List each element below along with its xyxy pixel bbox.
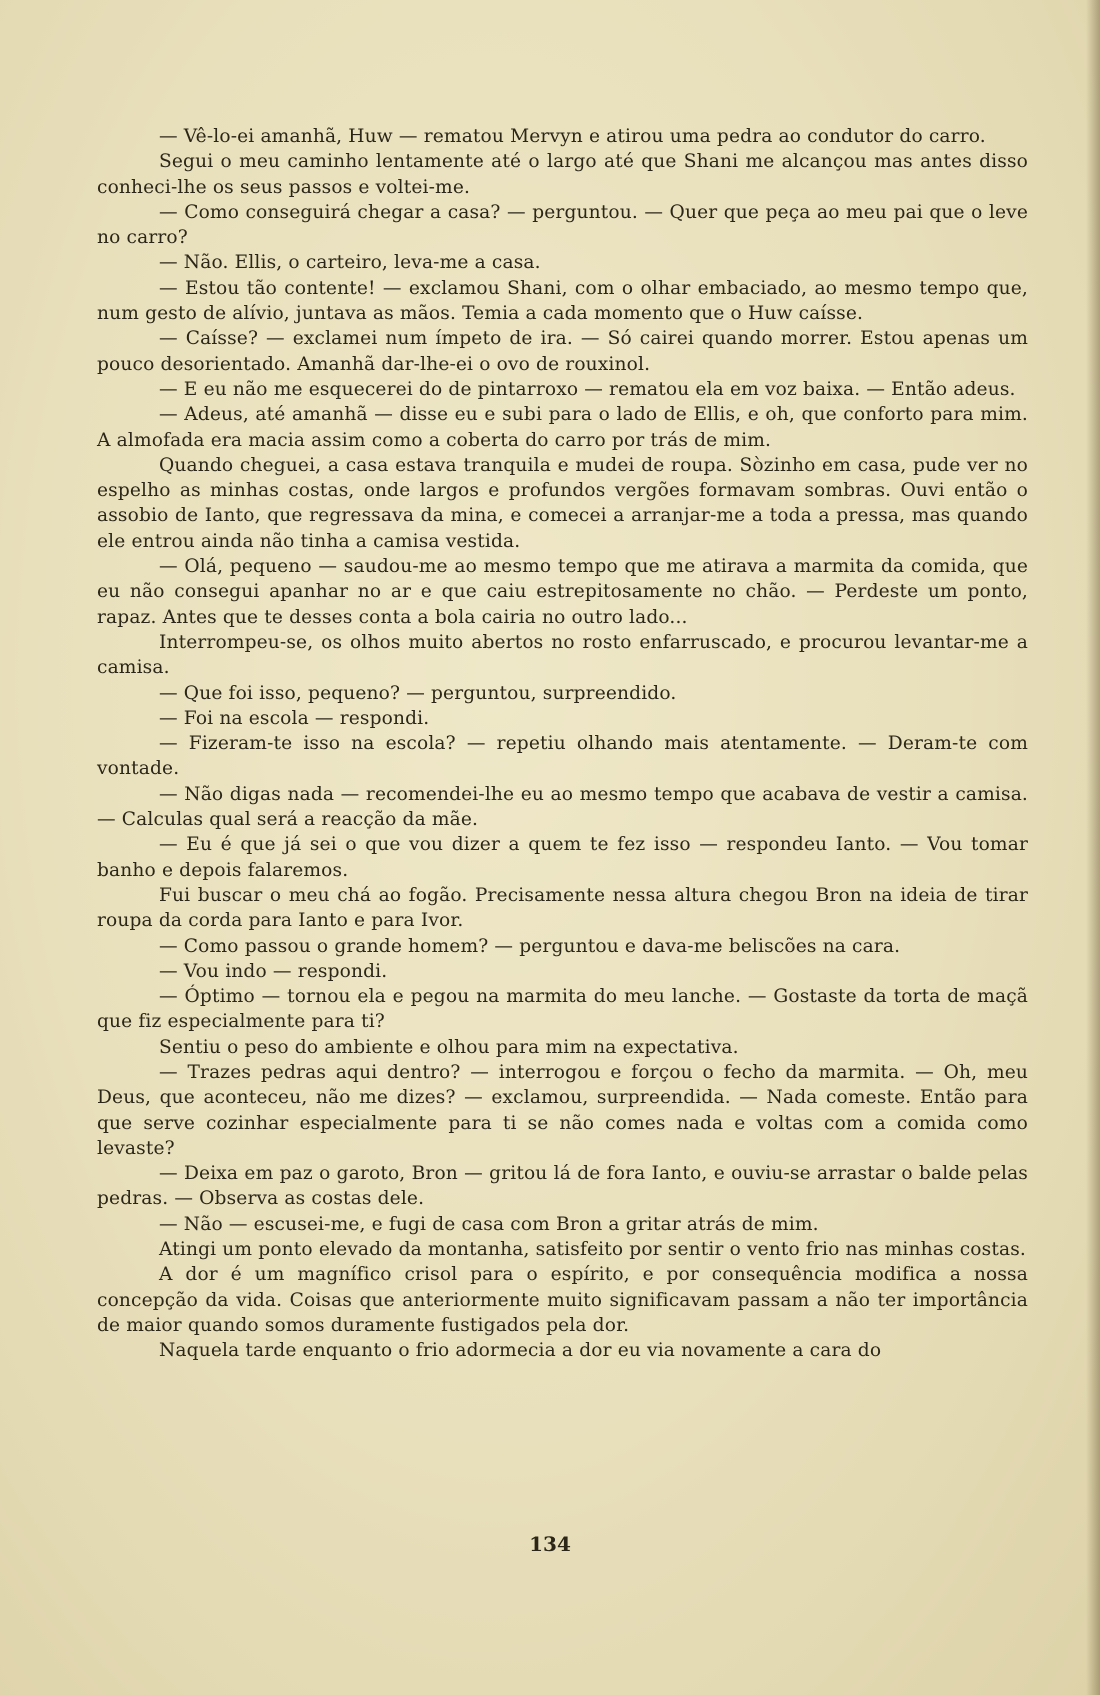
paragraph: Fui buscar o meu chá ao fogão. Precisamente nessa altura chegou Bron na ideia de tirar roupa da corda para Ianto e para Ivor.: [97, 884, 1028, 932]
paragraph: — Foi na escola — respondi.: [159, 707, 430, 729]
paragraph: — E eu não me esquecerei do de pintarroxo — rematou ela em voz baixa. — Então adeus.: [159, 378, 1016, 400]
paragraph: Naquela tarde enquanto o frio adormecia a dor eu via novamente a cara do: [159, 1340, 882, 1362]
paragraph: — Como passou o grande homem? — perguntou e dava-me beliscões na cara.: [159, 935, 901, 957]
paragraph: — Como conseguirá chegar a casa? — perguntou. — Quer que peça ao meu pai que o leve no carro?: [97, 201, 1028, 249]
paragraph: — Que foi isso, pequeno? — perguntou, surpreendido.: [159, 682, 677, 704]
paragraph: — Trazes pedras aqui dentro? — interrogou e forçou o fecho da marmita. — Oh, meu Deus, que aconteceu, não me dizes? — exclamou, surpreendida. — Nada comeste. Então para que serve cozinhar especialmente para ti se não comes nada e voltas com a comida como levaste?: [97, 1061, 1028, 1159]
page-edge-shadow: [1086, 0, 1100, 1695]
paragraph: — Deixa em paz o garoto, Bron — gritou lá de fora Ianto, e ouviu-se arrastar o balde pelas pedras. — Observa as costas dele.: [97, 1163, 1028, 1210]
paragraph: — Vou indo — respondi.: [159, 960, 388, 982]
paragraph: — Vê-lo-ei amanhã, Huw — rematou Mervyn e atirou uma pedra ao condutor do carro.: [159, 126, 986, 147]
paragraph: Segui o meu caminho lentamente até o largo até que Shani me alcançou mas antes disso conheci-lhe os seus passos e voltei-me.: [97, 151, 1028, 198]
paragraph: — Óptimo — tornou ela e pegou na marmita do meu lanche. — Gostaste da torta de maçã que fiz especialmente para ti?: [97, 986, 1028, 1033]
paragraph: Sentiu o peso do ambiente e olhou para mim na expectativa.: [159, 1036, 739, 1058]
page-number: 134: [529, 1532, 571, 1556]
paragraph: — Não — escusei-me, e fugi de casa com Bron a gritar atrás de mim.: [159, 1213, 819, 1235]
paragraph: — Caísse? — exclamei num ímpeto de ira. — Só cairei quando morrer. Estou apenas um pouco desorientado. Amanhã dar-lhe-ei o ovo de rouxinol.: [97, 328, 1028, 375]
paragraph: A dor é um magnífico crisol para o espírito, e por consequência modifica a nossa concepção da vida. Coisas que anteriormente muito significavam passam a não ter importância de maior quando somos duramente fustigados pela dor.: [97, 1264, 1028, 1336]
paragraph: — Não. Ellis, o carteiro, leva-me a casa.: [159, 252, 541, 274]
paragraph: Quando cheguei, a casa estava tranquila e mudei de roupa. Sòzinho em casa, pude ver no espelho as minhas costas, onde largos e profundos vergões formavam sombras. Ouvi então o assobio de Ianto, que regressava da mina, e comecei a arranjar-me a toda a pressa, mas quando ele entrou ainda não tinha a camisa vestida.: [97, 454, 1028, 552]
paragraph: — Adeus, até amanhã — disse eu e subi para o lado de Ellis, e oh, que conforto para mim. A almofada era macia assim como a coberta do carro por trás de mim.: [97, 404, 1028, 451]
paragraph: — Estou tão contente! — exclamou Shani, com o olhar embaciado, ao mesmo tempo que, num gesto de alívio, juntava as mãos. Temia a cada momento que o Huw caísse.: [97, 277, 1028, 325]
paragraph: — Eu é que já sei o que vou dizer a quem te fez isso — respondeu Ianto. — Vou tomar banho e depois falaremos.: [97, 834, 1028, 881]
paragraph: — Não digas nada — recomendei-lhe eu ao mesmo tempo que acabava de vestir a camisa. — Calculas qual será a reacção da mãe.: [97, 783, 1028, 831]
paragraph: Atingi um ponto elevado da montanha, satisfeito por sentir o vento frio nas minhas costas.: [159, 1239, 1026, 1261]
paragraph: — Fizeram-te isso na escola? — repetiu olhando mais atentamente. — Deram-te com vontade.: [97, 733, 1028, 780]
body-text: [97, 124, 1028, 1364]
paragraph: Interrompeu-se, os olhos muito abertos no rosto enfarruscado, e procurou levantar-me a camisa.: [97, 631, 1028, 679]
paragraph: — Olá, pequeno — saudou-me ao mesmo tempo que me atirava a marmita da comida, que eu não consegui apanhar no ar e que caiu estrepitosamente no chão. — Perdeste um ponto, rapaz. Antes que te desses conta a bola cairia no outro lado...: [97, 556, 1028, 628]
